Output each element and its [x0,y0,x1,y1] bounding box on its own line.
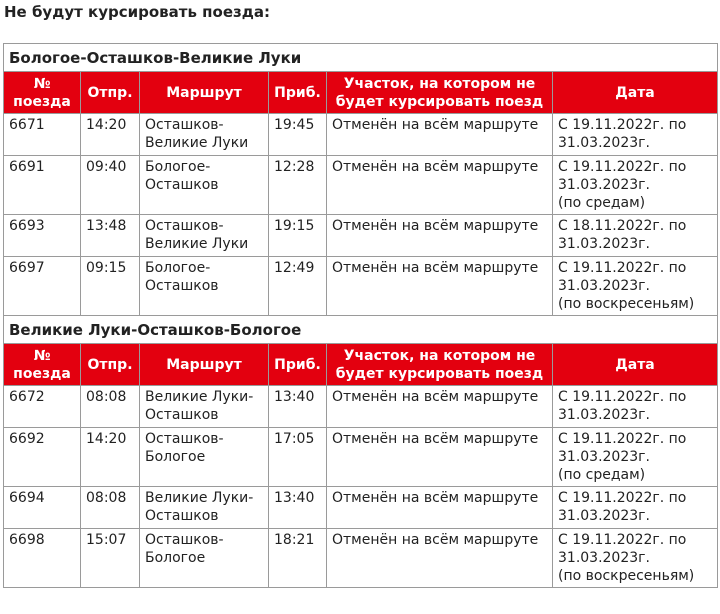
cell-line: 31.03.2023г. [558,236,650,252]
cell-line: Осташков [145,508,219,524]
cell-line: Бологое- [145,159,211,175]
cell-line: С 19.11.2022г. по [558,117,687,133]
departure-cell: 14:20 [81,428,140,487]
cell-line: Бологое [145,449,206,465]
train-number-cell: 6697 [4,257,81,316]
route-cell [140,487,269,529]
departure-cell: 13:48 [81,215,140,257]
train-number-cell: 6692 [4,428,81,487]
date-cell [553,114,718,156]
column-header-arrival: Приб. [269,344,327,386]
arrival-cell: 18:21 [269,529,327,588]
table-row [4,386,718,428]
arrival-cell: 19:15 [269,215,327,257]
cancelled-section-cell: Отменён на всём маршруте [327,156,553,215]
cell-line: 31.03.2023г. [558,278,650,294]
cell-line: Осташков- [145,117,224,133]
section-title-row [4,316,718,344]
cell-line: С 19.11.2022г. по [558,532,687,548]
route-cell [140,386,269,428]
train-number-cell: 6672 [4,386,81,428]
column-header-cancelled-section: Участок, на котором не будет курсировать поезд [327,72,553,114]
departure-cell: 08:08 [81,487,140,529]
train-number-cell: 6693 [4,215,81,257]
column-header-departure: Отпр. [81,72,140,114]
column-header-route: Маршрут [140,72,269,114]
cell-line: (по воскресеньям) [558,568,695,584]
section-title: Бологое-Осташков-Великие Луки [4,44,718,72]
page-heading: Не будут курсировать поезда: [4,3,270,21]
column-header-route: Маршрут [140,344,269,386]
train-number-cell: 6691 [4,156,81,215]
date-cell [553,257,718,316]
cell-line: Бологое [145,550,206,566]
arrival-cell: 13:40 [269,386,327,428]
cell-line: (по средам) [558,195,646,211]
departure-cell: 14:20 [81,114,140,156]
cancelled-section-cell: Отменён на всём маршруте [327,428,553,487]
departure-cell: 09:15 [81,257,140,316]
arrival-cell: 13:40 [269,487,327,529]
column-header-row [4,344,718,386]
table-row [4,487,718,529]
table-row [4,114,718,156]
cell-line: Осташков [145,177,219,193]
cell-line: Великие Луки [145,236,249,252]
cell-line: 31.03.2023г. [558,407,650,423]
arrival-cell: 12:28 [269,156,327,215]
cell-line: (по средам) [558,467,646,483]
cancelled-section-cell: Отменён на всём маршруте [327,386,553,428]
column-header-date: Дата [553,344,718,386]
cell-line: (по воскресеньям) [558,296,695,312]
section-title: Великие Луки-Осташков-Бологое [4,316,718,344]
cell-line: Бологое- [145,260,211,276]
cell-line: Великие Луки [145,135,249,151]
cell-line: Великие Луки- [145,490,254,506]
cancelled-section-cell: Отменён на всём маршруте [327,529,553,588]
departure-cell: 08:08 [81,386,140,428]
departure-cell: 09:40 [81,156,140,215]
route-cell [140,529,269,588]
date-cell [553,156,718,215]
cell-line: С 19.11.2022г. по [558,431,687,447]
table-row [4,428,718,487]
column-header-cancelled-section: Участок, на котором не будет курсировать поезд [327,344,553,386]
train-number-cell: 6698 [4,529,81,588]
cancelled-section-cell: Отменён на всём маршруте [327,114,553,156]
cell-line: Осташков [145,278,219,294]
table-row [4,529,718,588]
section-title-row [4,44,718,72]
column-header-row [4,72,718,114]
route-cell [140,114,269,156]
date-cell [553,215,718,257]
cancelled-section-cell: Отменён на всём маршруте [327,257,553,316]
cell-line: Осташков- [145,218,224,234]
cell-line: С 19.11.2022г. по [558,389,687,405]
cell-line: 31.03.2023г. [558,177,650,193]
date-cell [553,529,718,588]
route-cell [140,215,269,257]
cell-line: 31.03.2023г. [558,508,650,524]
arrival-cell: 17:05 [269,428,327,487]
schedule-table-body [4,44,718,588]
train-number-cell: 6694 [4,487,81,529]
date-cell [553,386,718,428]
cell-line: С 18.11.2022г. по [558,218,687,234]
arrival-cell: 19:45 [269,114,327,156]
train-number-cell: 6671 [4,114,81,156]
cell-line: 31.03.2023г. [558,449,650,465]
table-row [4,257,718,316]
date-cell [553,428,718,487]
cell-line: Осташков- [145,532,224,548]
column-header-train-number: № поезда [4,344,81,386]
date-cell [553,487,718,529]
route-cell [140,257,269,316]
column-header-departure: Отпр. [81,344,140,386]
cell-line: Осташков- [145,431,224,447]
column-header-date: Дата [553,72,718,114]
cell-line: С 19.11.2022г. по [558,260,687,276]
cell-line: С 19.11.2022г. по [558,159,687,175]
schedule-table [3,43,718,588]
cell-line: Великие Луки- [145,389,254,405]
cancelled-section-cell: Отменён на всём маршруте [327,215,553,257]
cell-line: Осташков [145,407,219,423]
cancelled-section-cell: Отменён на всём маршруте [327,487,553,529]
arrival-cell: 12:49 [269,257,327,316]
route-cell [140,428,269,487]
table-row [4,215,718,257]
column-header-arrival: Приб. [269,72,327,114]
cell-line: 31.03.2023г. [558,135,650,151]
cell-line: С 19.11.2022г. по [558,490,687,506]
route-cell [140,156,269,215]
table-row [4,156,718,215]
cell-line: 31.03.2023г. [558,550,650,566]
column-header-train-number: № поезда [4,72,81,114]
departure-cell: 15:07 [81,529,140,588]
